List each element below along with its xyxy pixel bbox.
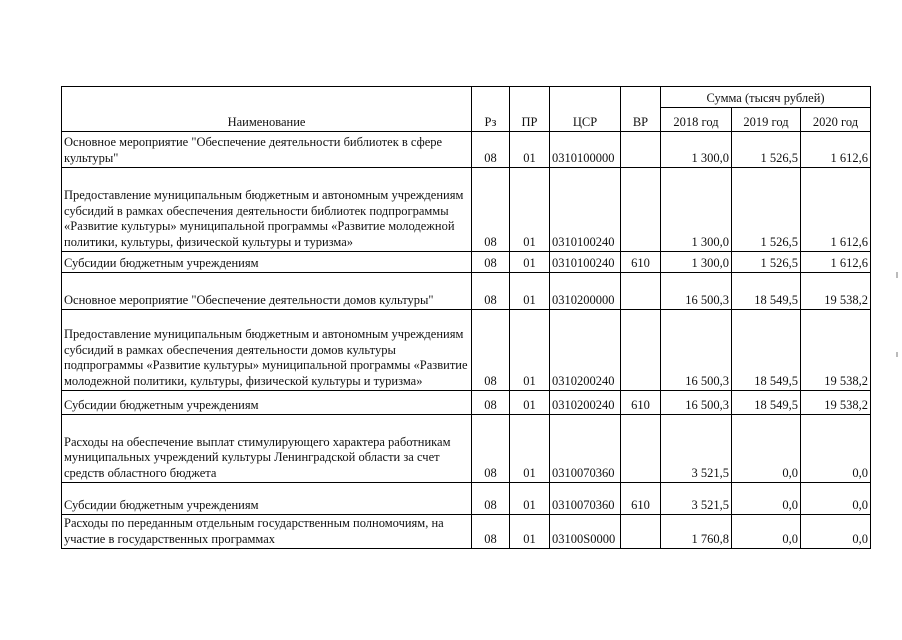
- row-name: Основное мероприятие "Обеспечение деятельности домов культуры": [62, 273, 472, 310]
- row-2019: 0,0: [732, 483, 801, 515]
- row-rz: 08: [472, 310, 510, 391]
- budget-table: [61, 86, 871, 549]
- row-2020: 0,0: [801, 515, 871, 549]
- row-csr: 0310200240: [550, 391, 621, 415]
- row-2018: 3 521,5: [661, 415, 732, 483]
- row-2018: 16 500,3: [661, 273, 732, 310]
- row-name: Расходы по переданным отдельным государственным полномочиям, на участие в государственных программах: [62, 515, 472, 549]
- row-2018: 1 300,0: [661, 132, 732, 168]
- row-pr: 01: [510, 168, 550, 252]
- row-2018: 16 500,3: [661, 310, 732, 391]
- row-pr: 01: [510, 252, 550, 273]
- row-pr: 01: [510, 391, 550, 415]
- header-name: Наименование: [62, 87, 472, 132]
- row-2018: 16 500,3: [661, 391, 732, 415]
- row-rz: 08: [472, 132, 510, 168]
- row-vr: [621, 132, 661, 168]
- row-2019: 0,0: [732, 415, 801, 483]
- row-rz: 08: [472, 273, 510, 310]
- row-name: Расходы на обеспечение выплат стимулирующего характера работникам муниципальных учреждений культуры Ленинградской области за счет средств областного бюджета: [62, 415, 472, 483]
- header-vr: ВР: [621, 87, 661, 132]
- row-2020: 1 612,6: [801, 168, 871, 252]
- table-row: [62, 132, 871, 168]
- row-name: Субсидии бюджетным учреждениям: [62, 391, 472, 415]
- row-2020: 19 538,2: [801, 273, 871, 310]
- table-row: [62, 515, 871, 549]
- row-rz: 08: [472, 415, 510, 483]
- table-row: [62, 391, 871, 415]
- row-2020: 1 612,6: [801, 132, 871, 168]
- row-vr: 610: [621, 391, 661, 415]
- row-vr: [621, 168, 661, 252]
- row-pr: 01: [510, 310, 550, 391]
- row-2019: 18 549,5: [732, 310, 801, 391]
- row-pr: 01: [510, 132, 550, 168]
- scan-speck: [896, 272, 898, 278]
- row-pr: 01: [510, 515, 550, 549]
- row-csr: 0310100000: [550, 132, 621, 168]
- row-vr: [621, 415, 661, 483]
- row-name: Субсидии бюджетным учреждениям: [62, 483, 472, 515]
- row-pr: 01: [510, 483, 550, 515]
- row-csr: 0310200240: [550, 310, 621, 391]
- row-rz: 08: [472, 391, 510, 415]
- row-vr: [621, 310, 661, 391]
- header-2020: 2020 год: [801, 108, 871, 132]
- row-2019: 18 549,5: [732, 391, 801, 415]
- row-2020: 0,0: [801, 415, 871, 483]
- header-sum-group: Сумма (тысяч рублей): [661, 87, 871, 108]
- row-csr: 0310100240: [550, 168, 621, 252]
- row-2018: 1 300,0: [661, 252, 732, 273]
- header-rz: Рз: [472, 87, 510, 132]
- row-2020: 19 538,2: [801, 391, 871, 415]
- row-pr: 01: [510, 273, 550, 310]
- header-2018: 2018 год: [661, 108, 732, 132]
- row-2019: 1 526,5: [732, 168, 801, 252]
- header-2019: 2019 год: [732, 108, 801, 132]
- row-pr: 01: [510, 415, 550, 483]
- row-csr: 0310200000: [550, 273, 621, 310]
- row-vr: [621, 515, 661, 549]
- row-rz: 08: [472, 483, 510, 515]
- row-vr: 610: [621, 483, 661, 515]
- row-2019: 18 549,5: [732, 273, 801, 310]
- row-csr: 0310070360: [550, 483, 621, 515]
- row-rz: 08: [472, 168, 510, 252]
- row-2018: 3 521,5: [661, 483, 732, 515]
- row-vr: [621, 273, 661, 310]
- table-row: [62, 415, 871, 483]
- scan-speck: [896, 352, 898, 357]
- row-csr: 0310070360: [550, 415, 621, 483]
- row-2019: 0,0: [732, 515, 801, 549]
- row-2018: 1 760,8: [661, 515, 732, 549]
- table-row: [62, 252, 871, 273]
- row-name: Предоставление муниципальным бюджетным и автономным учреждениям субсидий в рамках обеспечения деятельности домов культуры подпрограммы «Развитие культуры» муниципальной программы «Развитие молодежной политики, культуры, физической культуры и туризма»: [62, 310, 472, 391]
- row-name: Предоставление муниципальным бюджетным и автономным учреждениям субсидий в рамках обеспечения деятельности библиотек подпрограммы «Развитие культуры» муниципальной программы «Развитие молодежной политики, культуры, физической культуры и туризма»: [62, 168, 472, 252]
- table-row: [62, 310, 871, 391]
- row-csr: 0310100240: [550, 252, 621, 273]
- header-csr: ЦСР: [550, 87, 621, 132]
- table-row: [62, 483, 871, 515]
- row-2018: 1 300,0: [661, 168, 732, 252]
- row-2019: 1 526,5: [732, 252, 801, 273]
- row-name: Основное мероприятие "Обеспечение деятельности библиотек в сфере культуры": [62, 132, 472, 168]
- row-csr: 03100S0000: [550, 515, 621, 549]
- row-2020: 0,0: [801, 483, 871, 515]
- row-2020: 19 538,2: [801, 310, 871, 391]
- row-name: Субсидии бюджетным учреждениям: [62, 252, 472, 273]
- header-pr: ПР: [510, 87, 550, 132]
- row-2019: 1 526,5: [732, 132, 801, 168]
- row-2020: 1 612,6: [801, 252, 871, 273]
- row-rz: 08: [472, 515, 510, 549]
- row-vr: 610: [621, 252, 661, 273]
- table-row: [62, 168, 871, 252]
- table-row: [62, 273, 871, 310]
- row-rz: 08: [472, 252, 510, 273]
